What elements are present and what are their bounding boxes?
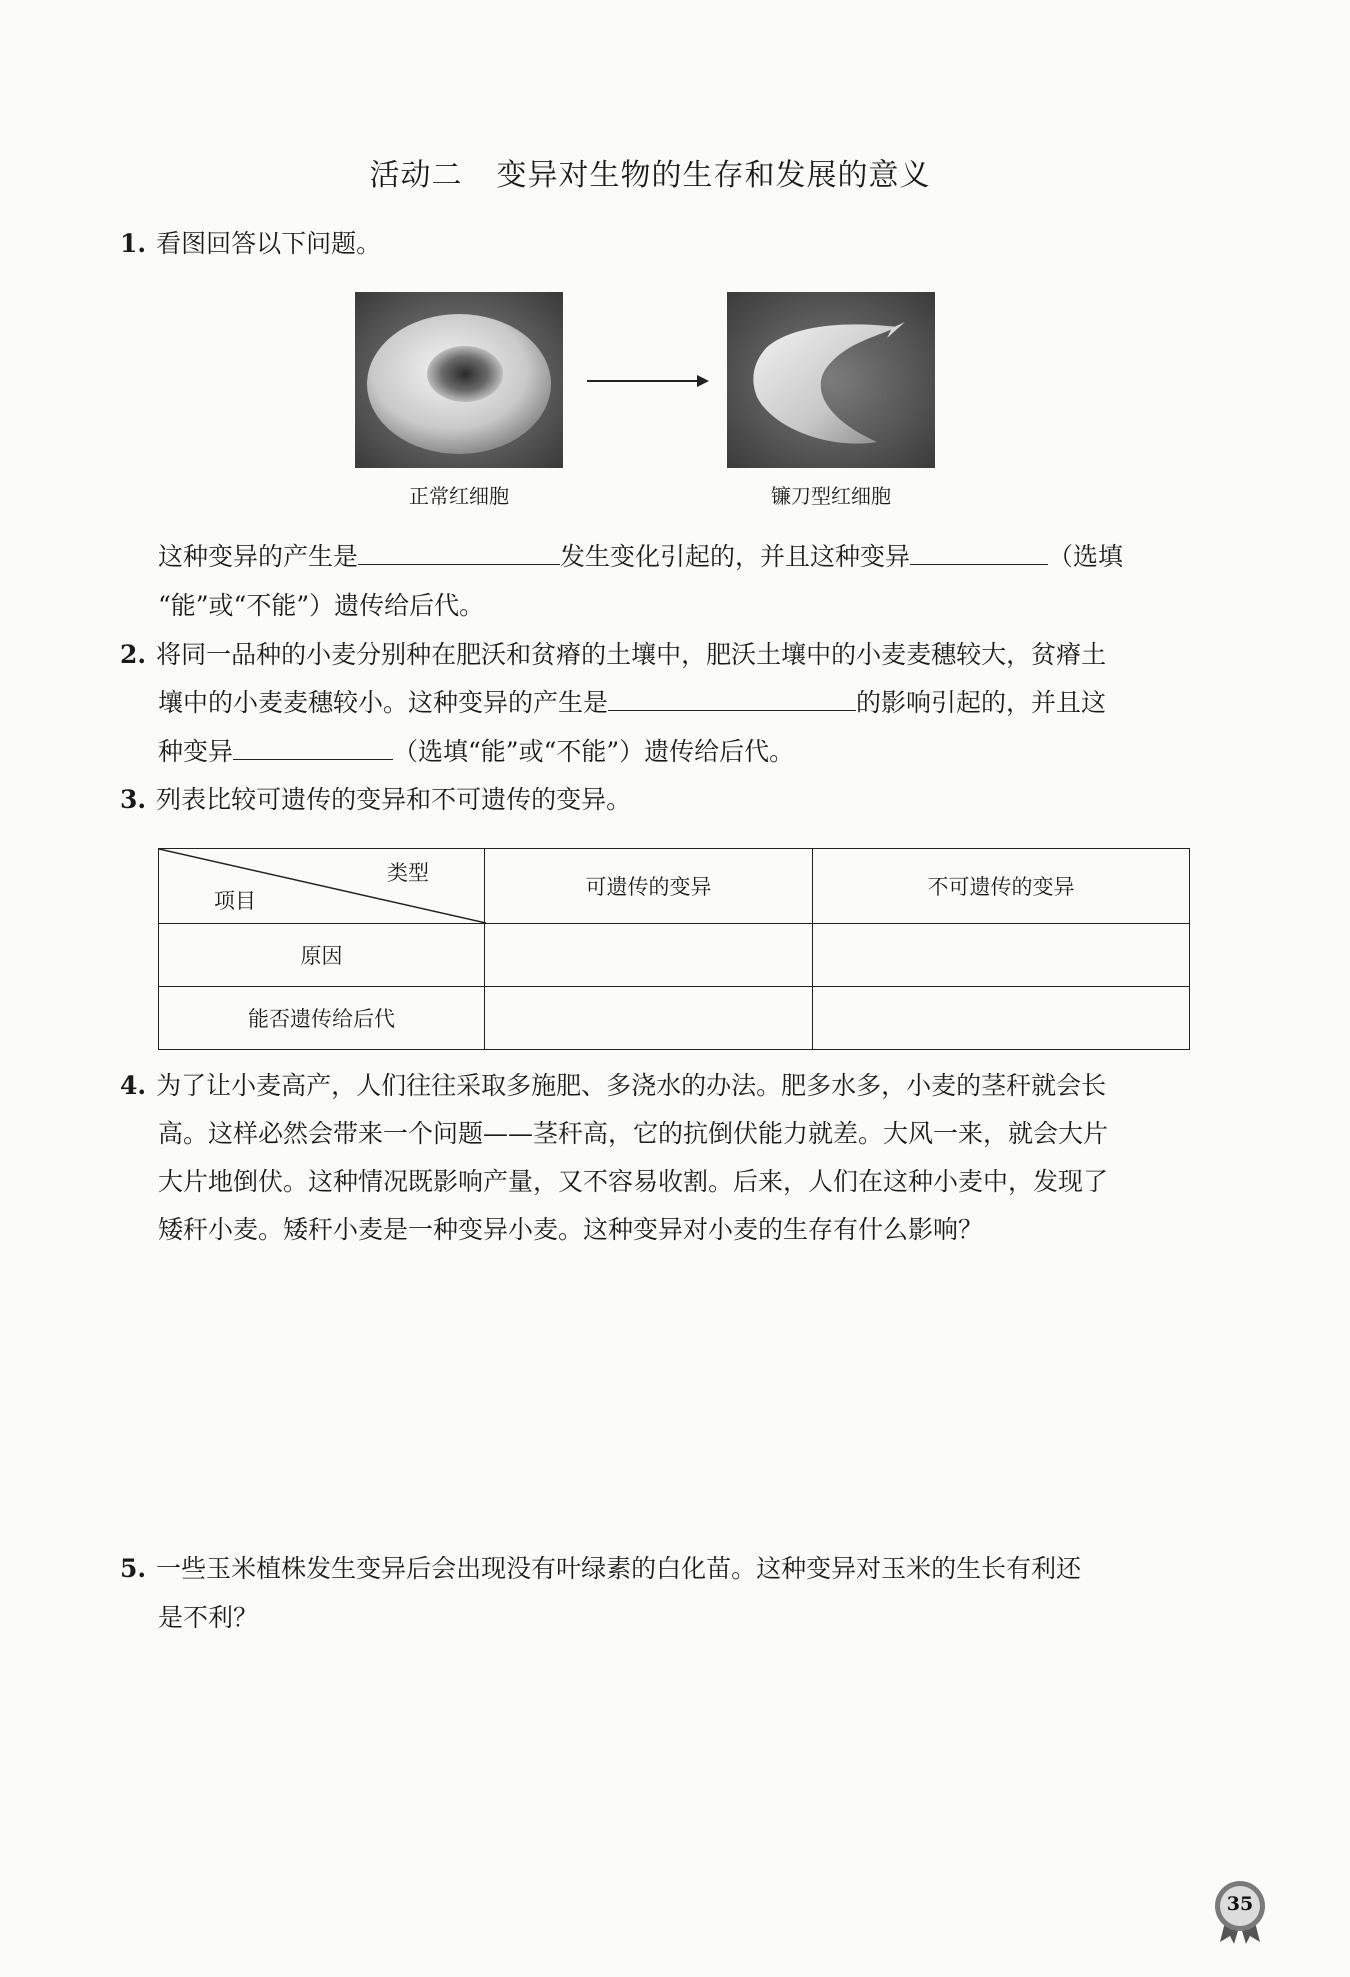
answer-cell[interactable] (813, 987, 1190, 1050)
question-text: 壤中的小麦麦穗较小。这种变异的产生是 (158, 688, 609, 717)
question-number: 1. (120, 229, 147, 258)
question-text: 种变异 (158, 737, 234, 766)
corner-type-label: 类型 (387, 861, 429, 885)
table-row (159, 987, 1190, 1050)
question-1-fill-line-2 (120, 582, 1238, 630)
transformation-arrow (587, 380, 707, 382)
question-1-prompt (120, 220, 1200, 268)
question-number: 3. (120, 785, 147, 814)
question-number: 4. (120, 1071, 147, 1100)
variation-comparison-table (158, 848, 1190, 1050)
question-4-line-3 (120, 1158, 1238, 1206)
question-2-line-3 (120, 728, 1238, 776)
question-number: 2. (120, 640, 147, 669)
question-4-line-2 (120, 1110, 1238, 1158)
answer-cell[interactable] (813, 924, 1190, 987)
question-2-line-2 (120, 679, 1238, 727)
question-text: 看图回答以下问题。 (156, 229, 382, 258)
question-text: 列表比较可遗传的变异和不可遗传的变异。 (156, 785, 632, 814)
corner-item-label: 项目 (214, 889, 256, 913)
fill-text: “能”或“不能”）遗传给后代。 (158, 591, 485, 620)
question-text: 的影响引起的，并且这 (856, 688, 1107, 717)
row-header-cause: 原因 (159, 924, 485, 987)
table-row (159, 924, 1190, 987)
normal-cell-caption: 正常红细胞 (409, 484, 509, 508)
activity-topic: 变异对生物的生存和发展的意义 (496, 158, 931, 193)
page-number: 35 (1226, 1893, 1254, 1915)
question-number: 5. (120, 1554, 147, 1583)
column-header-heritable: 可遗传的变异 (485, 849, 813, 924)
answer-blank[interactable] (358, 538, 560, 565)
question-text: （选填“能”或“不能”）遗传给后代。 (393, 737, 795, 766)
question-text: 一些玉米植株发生变异后会出现没有叶绿素的白化苗。这种变异对玉米的生长有利还 (156, 1554, 1082, 1583)
sickle-cell-caption: 镰刀型红细胞 (771, 484, 891, 508)
fill-text: （选填 (1048, 542, 1124, 571)
question-1-fill-line-1 (120, 533, 1238, 581)
page-number-badge (1212, 1880, 1268, 1936)
table-corner-cell (159, 849, 485, 924)
row-header-inheritable: 能否遗传给后代 (159, 987, 485, 1050)
answer-cell[interactable] (485, 924, 813, 987)
question-text: 大片地倒伏。这种情况既影响产量，又不容易收割。后来，人们在这种小麦中，发现了 (158, 1167, 1109, 1196)
question-2-line-1 (120, 631, 1200, 679)
question-5-line-1 (120, 1545, 1200, 1593)
answer-blank[interactable] (910, 538, 1048, 565)
table-header-row (159, 849, 1190, 924)
question-4-line-4 (120, 1206, 1238, 1254)
question-5-line-2 (120, 1594, 1238, 1642)
answer-blank[interactable] (233, 733, 393, 760)
question-text: 矮秆小麦。矮秆小麦是一种变异小麦。这种变异对小麦的生存有什么影响？ (158, 1215, 984, 1244)
question-text: 将同一品种的小麦分别种在肥沃和贫瘠的土壤中，肥沃土壤中的小麦麦穗较大，贫瘠土 (156, 640, 1107, 669)
question-text: 为了让小麦高产，人们往往采取多施肥、多浇水的办法。肥多水多，小麦的茎秆就会长 (156, 1071, 1107, 1100)
question-text: 是不利？ (158, 1603, 259, 1632)
activity-title (0, 150, 1300, 194)
fill-text: 发生变化引起的，并且这种变异 (560, 542, 911, 571)
question-3-prompt (120, 776, 1200, 824)
answer-blank[interactable] (608, 684, 856, 711)
column-header-nonheritable: 不可遗传的变异 (813, 849, 1190, 924)
cell-comparison-figure (355, 292, 945, 522)
sickle-red-cell-image (727, 292, 935, 468)
normal-red-cell-image (355, 292, 563, 468)
question-4-line-1 (120, 1062, 1200, 1110)
answer-cell[interactable] (485, 987, 813, 1050)
fill-text: 这种变异的产生是 (158, 542, 359, 571)
question-text: 高。这样必然会带来一个问题——茎秆高，它的抗倒伏能力就差。大风一来，就会大片 (158, 1119, 1109, 1148)
activity-label: 活动二 (369, 158, 463, 193)
